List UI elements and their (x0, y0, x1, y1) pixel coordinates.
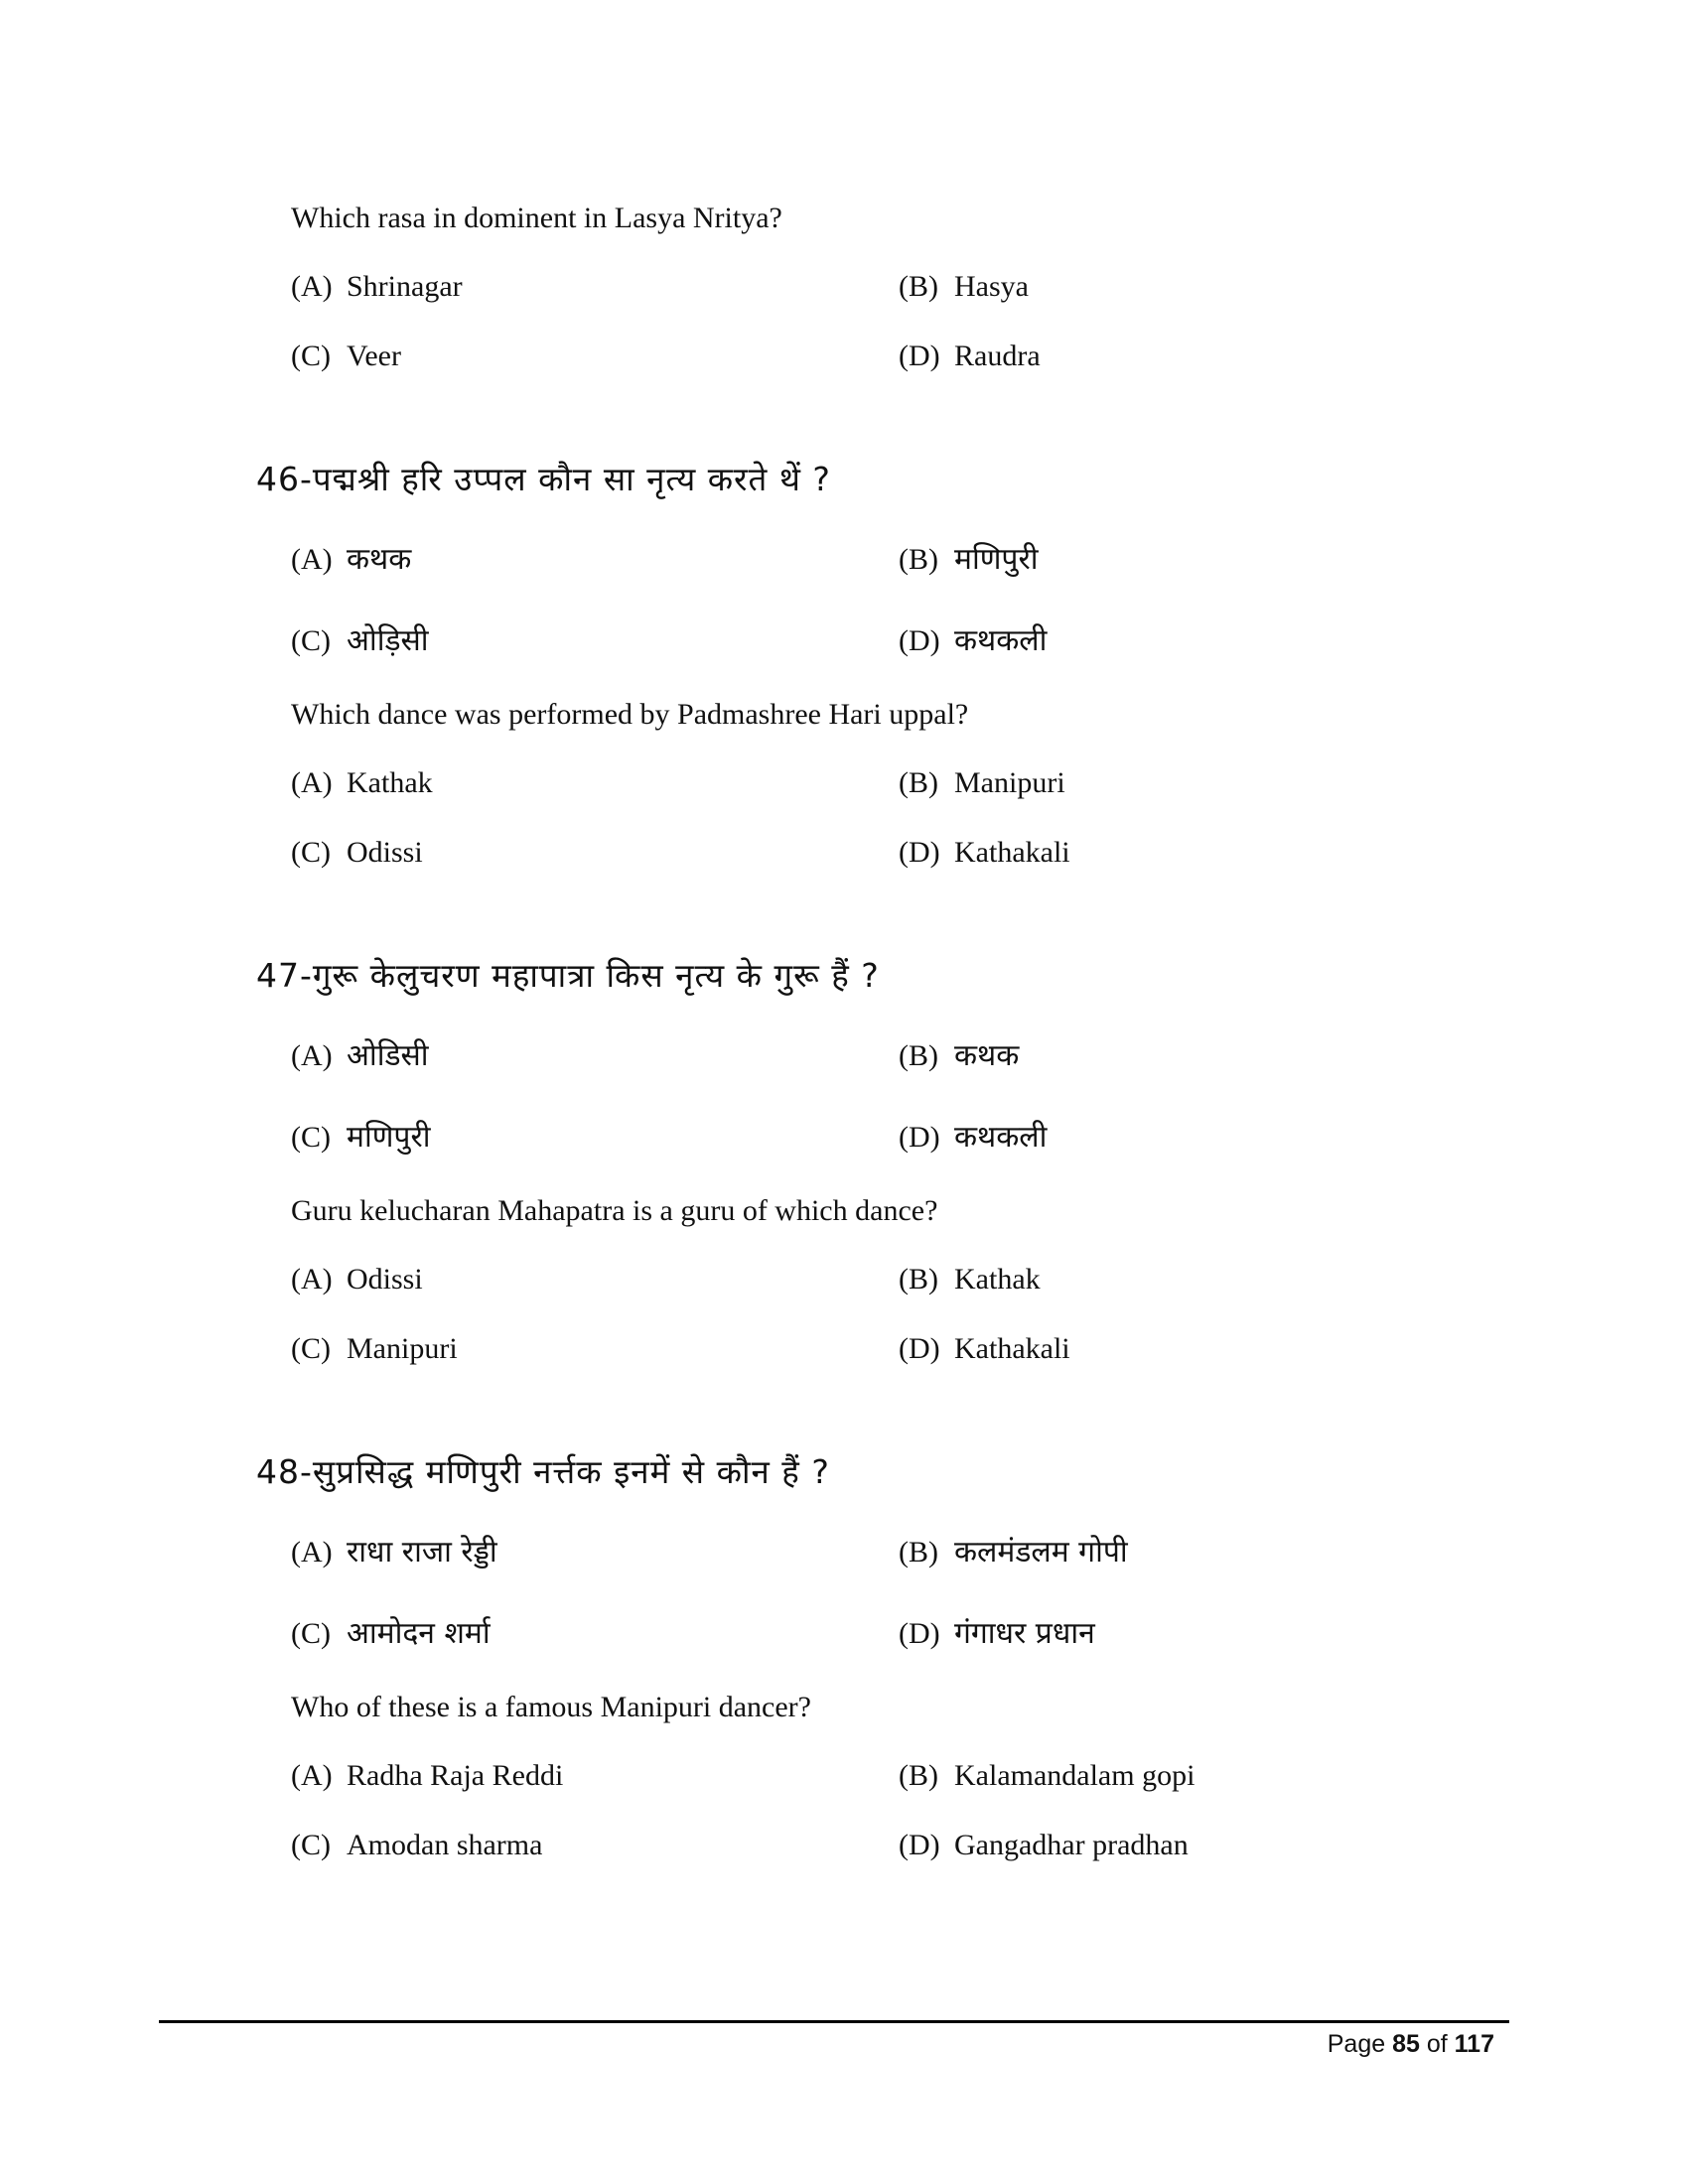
q48-en-option-d: (D) Gangadhar pradhan (899, 1829, 1189, 1861)
q48-en-option-a: (A) Radha Raja Reddi (291, 1759, 564, 1792)
q45-en-option-b: (B) Hasya (899, 270, 1029, 303)
q47-hi-option-a: (A) ओडिसी (291, 1038, 429, 1073)
total-pages: 117 (1454, 2030, 1494, 2058)
question-48-hindi: 48-सुप्रसिद्ध मणिपुरी नर्त्तक इनमें से कौन हैं ? (256, 1452, 830, 1491)
q46-en-option-b: (B) Manipuri (899, 766, 1065, 799)
footer-divider (159, 2020, 1509, 2023)
q47-en-option-c: (C) Manipuri (291, 1332, 458, 1365)
q45-en-option-d: (D) Raudra (899, 340, 1041, 372)
question-47-english: Guru kelucharan Mahapatra is a guru of which dance? (291, 1194, 938, 1227)
q46-hi-option-a: (A) कथक (291, 542, 412, 577)
question-46-english: Which dance was performed by Padmashree Hari uppal? (291, 698, 969, 731)
page-word: Page (1327, 2030, 1386, 2058)
q46-hi-option-c: (C) ओड़िसी (291, 623, 429, 658)
q47-hi-option-d: (D) कथकली (899, 1120, 1048, 1155)
question-45-english: Which rasa in dominent in Lasya Nritya? (291, 202, 782, 234)
of-word: of (1426, 2030, 1448, 2058)
q48-hi-option-d: (D) गंगाधर प्रधान (899, 1616, 1095, 1651)
q46-en-option-d: (D) Kathakali (899, 836, 1070, 869)
current-page: 85 (1392, 2030, 1420, 2058)
question-48-english: Who of these is a famous Manipuri dancer? (291, 1691, 811, 1723)
page-number (1328, 2030, 1494, 2059)
q47-en-option-b: (B) Kathak (899, 1263, 1041, 1296)
q48-hi-option-c: (C) आमोदन शर्मा (291, 1616, 491, 1651)
q47-en-option-d: (D) Kathakali (899, 1332, 1070, 1365)
q45-en-option-a: (A) Shrinagar (291, 270, 463, 303)
q47-hi-option-b: (B) कथक (899, 1038, 1020, 1073)
q48-en-option-b: (B) Kalamandalam gopi (899, 1759, 1196, 1792)
question-47-hindi: 47-गुरू केलुचरण महापात्रा किस नृत्य के गुरू हैं ? (256, 956, 880, 995)
q46-en-option-c: (C) Odissi (291, 836, 423, 869)
q48-hi-option-a: (A) राधा राजा रेड्डी (291, 1535, 497, 1570)
q46-en-option-a: (A) Kathak (291, 766, 433, 799)
q45-en-option-c: (C) Veer (291, 340, 401, 372)
q47-hi-option-c: (C) मणिपुरी (291, 1120, 431, 1155)
q46-hi-option-d: (D) कथकली (899, 623, 1048, 658)
q47-en-option-a: (A) Odissi (291, 1263, 423, 1296)
q48-hi-option-b: (B) कलमंडलम गोपी (899, 1535, 1128, 1570)
question-46-hindi: 46-पद्मश्री हरि उप्पल कौन सा नृत्य करते थें ? (256, 460, 831, 498)
q46-hi-option-b: (B) मणिपुरी (899, 542, 1039, 577)
q48-en-option-c: (C) Amodan sharma (291, 1829, 543, 1861)
